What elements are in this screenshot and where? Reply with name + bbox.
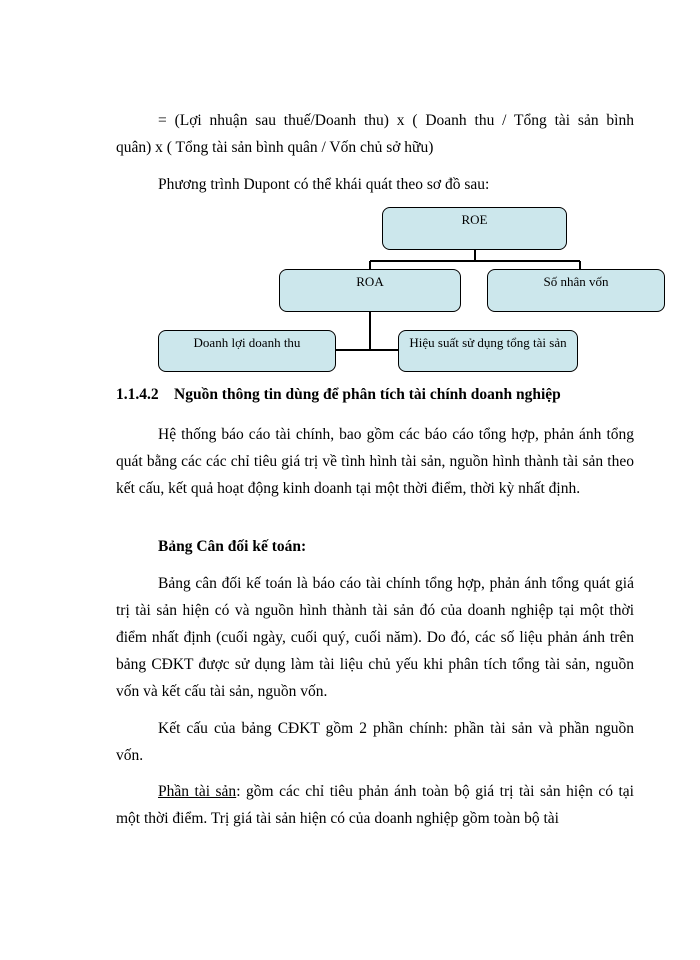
asset-turnover-box [398,330,578,372]
roa-box [279,269,461,312]
paragraph-structure: Kết cấu của bảng CĐKT gồm 2 phần chính: phần tài sản và phần nguồn vốn. [116,720,634,764]
equity-multiplier-label: Số nhân vốn [543,274,609,289]
roa-label: ROA [356,274,384,289]
paragraph-assets-section [116,778,634,832]
asset-turnover-label: Hiệu suất sử dụng tổng tài sản [409,335,567,350]
profit-margin-label: Doanh lợi doanh thu [193,335,301,350]
profit-margin-box [158,330,336,372]
roe-label: ROE [461,212,488,227]
section-number: 1.1.4.2 [116,386,159,403]
section-heading [116,386,561,404]
assets-description: : gồm các chỉ tiêu phản ánh toàn bộ giá trị tài sản hiện có tại một thời điểm. Trị giá tài sản hiện có của doanh nghiệp gồm toàn bộ tài [116,783,634,827]
paragraph-financial-reports: Hệ thống báo cáo tài chính, bao gồm các báo cáo tổng hợp, phản ánh tổng quát bằng các các chỉ tiêu giá trị về tình hình tài sản, nguồn hình thành tài sản theo kết cấu, kết quả hoạt động kinh doanh tại một thời điểm, thời kỳ nhất định. [116,426,634,497]
assets-term: Phần tài sản [158,783,237,800]
formula-line-2: quân) x ( Tổng tài sản bình quân / Vốn chủ sở hữu) [116,139,434,156]
paragraph-balance-sheet: Bảng cân đối kế toán là báo cáo tài chính tổng hợp, phản ánh tổng quát giá trị tài sản hiện có và nguồn hình thành tài sản đó của doanh nghiệp tại một thời điểm nhất định (cuối ngày, cuối quý, cuối năm). Do đó, các số liệu phản ánh trên bảng CĐKT được sử dụng làm tài liệu chủ yếu khi phân tích tổng tài sản, nguồn vốn và kết cấu tài sản, nguồn vốn. [116,575,634,700]
section-title: Nguồn thông tin dùng để phân tích tài chính doanh nghiệp [174,386,561,403]
dupont-intro: Phương trình Dupont có thể khái quát theo sơ đồ sau: [158,176,490,193]
formula-line-1: = (Lợi nhuận sau thuế/Doanh thu) x ( Doanh thu / Tổng tài sản bình [158,112,634,129]
equity-multiplier-box [487,269,665,312]
roe-box [382,207,567,250]
subheading-balance-sheet: Bảng Cân đối kế toán: [158,538,307,555]
